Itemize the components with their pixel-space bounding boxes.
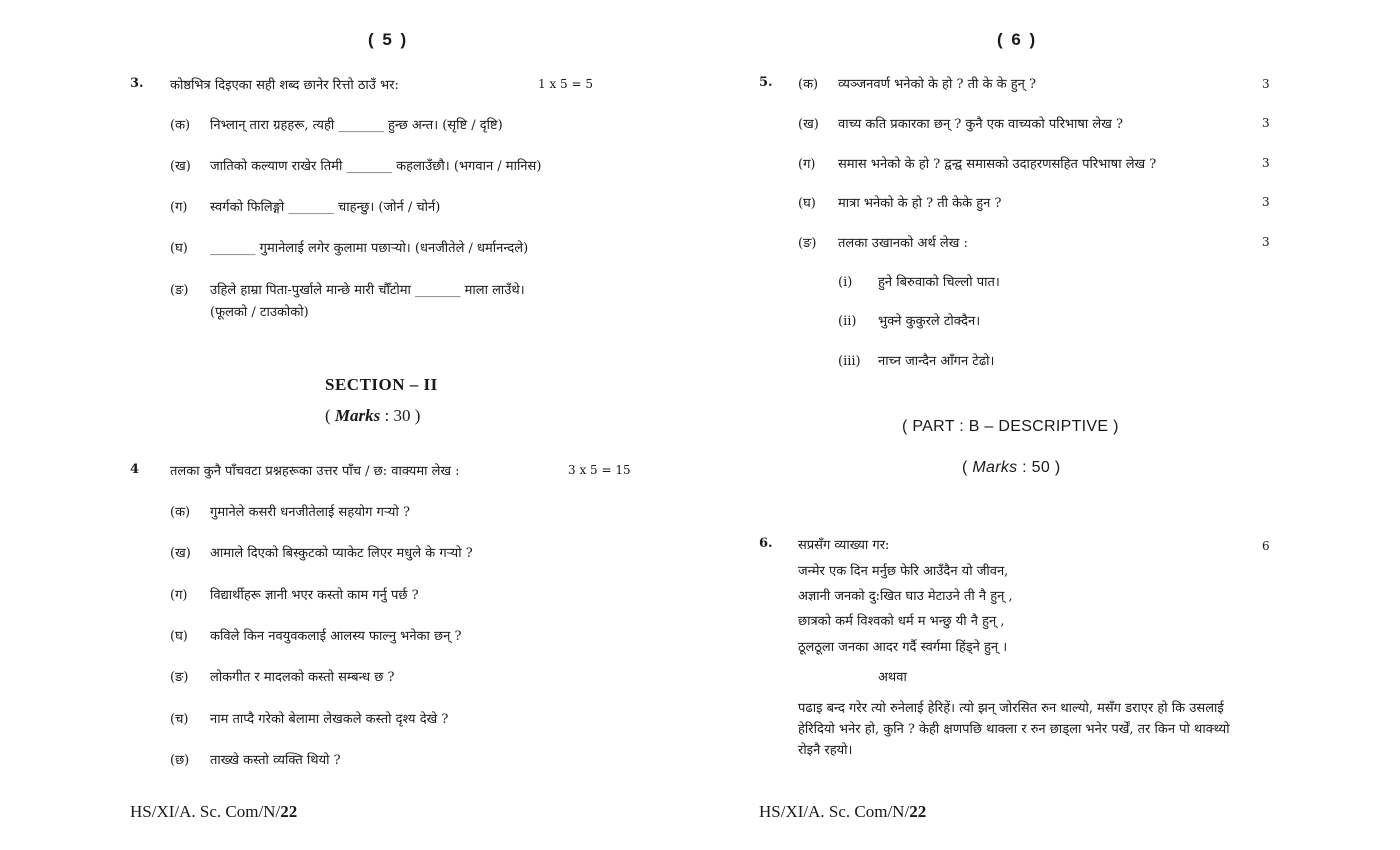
option-text: निभ्लान् तारा ग्रहहरू, त्यही _______ हुन्छ अन्त। (सृष्टि / दृष्टि) — [210, 118, 503, 133]
poem-line: ठूलठूला जनका आदर गर्दै स्वर्गमा हिंड्ने हुन् । — [798, 640, 1008, 655]
option-text: ताख्खे कस्तो व्यक्ति थियो ? — [210, 753, 341, 768]
poem-line: छात्रको कर्म विश्वको धर्म म भन्छु यी नै हुन् , — [798, 614, 1005, 629]
question-marks: 1 x 5 = 5 — [538, 77, 593, 91]
page-footer: HS/XI/A. Sc. Com/N/22 — [759, 802, 927, 821]
question-marks: 6 — [1262, 539, 1270, 553]
question-text: सप्रसँग व्याख्या गर: — [798, 538, 890, 553]
option-label: (ङ) — [170, 283, 189, 298]
option-item — [170, 156, 541, 174]
option-text: जातिको कल्याण राखेर तिमी _______ कहलाउँछौ। (भगवान / मानिस) — [210, 159, 542, 174]
option-text: तलका उखानको अर्थ लेख : — [838, 236, 968, 251]
proverb-item — [838, 351, 994, 369]
question-number: 4 — [130, 462, 140, 477]
option-item — [798, 114, 1123, 132]
option-text: कविले किन नवयुवकलाई आलस्य फाल्नु भनेका छन् ? — [210, 629, 462, 644]
page-number: ( 5 ) — [368, 30, 409, 49]
part-marks: ( Marks : 50 ) — [962, 459, 1061, 476]
option-text: वाच्य कति प्रकारका छन् ? कुनै एक वाच्यको परिभाषा लेख ? — [838, 117, 1123, 132]
option-label: (घ) — [798, 196, 816, 211]
option-label: (ग) — [170, 588, 188, 603]
option-label: (ग) — [798, 157, 816, 172]
question-marks: 3 x 5 = 15 — [568, 463, 631, 477]
option-item — [170, 750, 341, 768]
option-label: (क) — [170, 118, 191, 133]
option-text: विद्यार्थीहरू ज्ञानी भएर कस्तो काम गर्नु पर्छ ? — [210, 588, 419, 603]
question-text: कोष्ठभित्र दिइएका सही शब्द छानेर रित्तो ठाउँ भर: — [170, 78, 399, 93]
option-label: (छ) — [170, 753, 190, 768]
option-text: मात्रा भनेको के हो ? ती केके हुन ? — [838, 196, 1002, 211]
option-text: _______ गुमानेलाई लगेर कुलामा पछाऱ्यो। (धनजीतेले / धर्मानन्दले) — [210, 241, 529, 256]
option-item — [798, 233, 968, 251]
part-title: ( PART : B – DESCRIPTIVE ) — [902, 418, 1119, 435]
option-item — [798, 193, 1002, 211]
proverb-label: (iii) — [838, 354, 861, 369]
page-footer: HS/XI/A. Sc. Com/N/22 — [130, 802, 298, 821]
poem-line: जन्मेर एक दिन मर्नुछ फेरि आउँदैन यो जीवन, — [798, 564, 1009, 579]
proverb-label: (i) — [838, 275, 853, 290]
option-item — [170, 502, 410, 520]
option-label: (क) — [798, 77, 819, 92]
option-text: व्यञ्जनवर्ण भनेको के हो ? ती के के हुन् ? — [838, 77, 1036, 92]
option-item — [170, 197, 440, 215]
option-label: (च) — [170, 712, 189, 727]
option-text: आमाले दिएको बिस्कुटको प्याकेट लिएर मधुले के गऱ्यो ? — [210, 546, 473, 561]
option-label: (ङ) — [170, 670, 189, 685]
option-item — [170, 626, 461, 644]
section-marks: ( Marks : 30 ) — [325, 406, 421, 425]
question-marks: 3 — [1262, 77, 1270, 91]
option-item — [170, 280, 525, 298]
option-label: (ख) — [170, 159, 191, 174]
or-separator: अथवा — [878, 670, 907, 685]
proverb-label: (ii) — [838, 314, 857, 329]
proverb-item — [838, 311, 980, 329]
prose-passage: पढाइ बन्द गरेर त्यो रुनेलाई हेरिहें। त्यो झन् जोरसित रुन थाल्यो, मसँग डराएर हो कि उसलाई हेरिदियो भनेर हो, कुनि ? केही क्षणपछि थाक्ला र रुन छाड्ला भनेर पर्खें, तर किन पो थाक्थ्यो रोइनै रहयो। — [798, 701, 1230, 758]
poem-line: अज्ञानी जनको दु:खित घाउ मेटाउने ती नै हुन् , — [798, 589, 1013, 604]
option-text: स्वर्गको फिलिङ्गो _______ चाहन्छु। (जोर्न / चोर्न) — [210, 200, 441, 215]
right-page — [700, 0, 1400, 850]
option-label: (ख) — [798, 117, 819, 132]
question-text: तलका कुनै पाँचवटा प्रश्नहरूका उत्तर पाँच / छ: वाक्यमा लेख : — [170, 464, 460, 479]
proverb-text: हुने बिरुवाको चिल्लो पात। — [878, 275, 1000, 290]
question-number: 3. — [130, 76, 144, 91]
page-number: ( 6 ) — [997, 30, 1038, 49]
section-title: SECTION – II — [325, 375, 438, 394]
option-item — [170, 115, 503, 133]
option-label: (घ) — [170, 629, 188, 644]
option-label: (ख) — [170, 546, 191, 561]
question-marks: 3 — [1262, 195, 1270, 209]
option-item — [170, 238, 528, 256]
option-item — [170, 585, 419, 603]
option-text-continued: (फूलको / टाउकोको) — [210, 305, 309, 320]
question-number: 6. — [759, 536, 773, 551]
option-text: नाम ताप्दै गरेको बेलामा लेखकले कस्तो दृश्य देखे ? — [210, 712, 449, 727]
option-text: गुमानेले कसरी धनजीतेलाई सहयोग गऱ्यो ? — [210, 505, 410, 520]
option-label: (ग) — [170, 200, 188, 215]
option-text: उहिले हाम्रा पिता-पुर्खाले मान्छे मारी चौँटोमा _______ माला लाउँथे। — [210, 283, 525, 298]
option-item — [170, 709, 448, 727]
option-label: (घ) — [170, 241, 188, 256]
question-number: 5. — [759, 75, 773, 90]
proverb-text: भुक्ने कुकुरले टोक्दैन। — [878, 314, 981, 329]
option-text: समास भनेको के हो ? द्वन्द्व समासको उदाहरणसहित परिभाषा लेख ? — [838, 157, 1157, 172]
proverb-item — [838, 272, 1000, 290]
option-item — [798, 74, 1036, 92]
question-marks: 3 — [1262, 116, 1270, 130]
option-label: (ङ) — [798, 236, 817, 251]
option-item — [170, 543, 473, 561]
proverb-text: नाच्न जान्दैन आँगन टेढो। — [878, 354, 995, 369]
question-marks: 3 — [1262, 156, 1270, 170]
question-marks: 3 — [1262, 235, 1270, 249]
option-label: (क) — [170, 505, 191, 520]
option-item — [170, 667, 395, 685]
option-text: लोकगीत र मादलको कस्तो सम्बन्ध छ ? — [210, 670, 395, 685]
option-item — [798, 154, 1156, 172]
